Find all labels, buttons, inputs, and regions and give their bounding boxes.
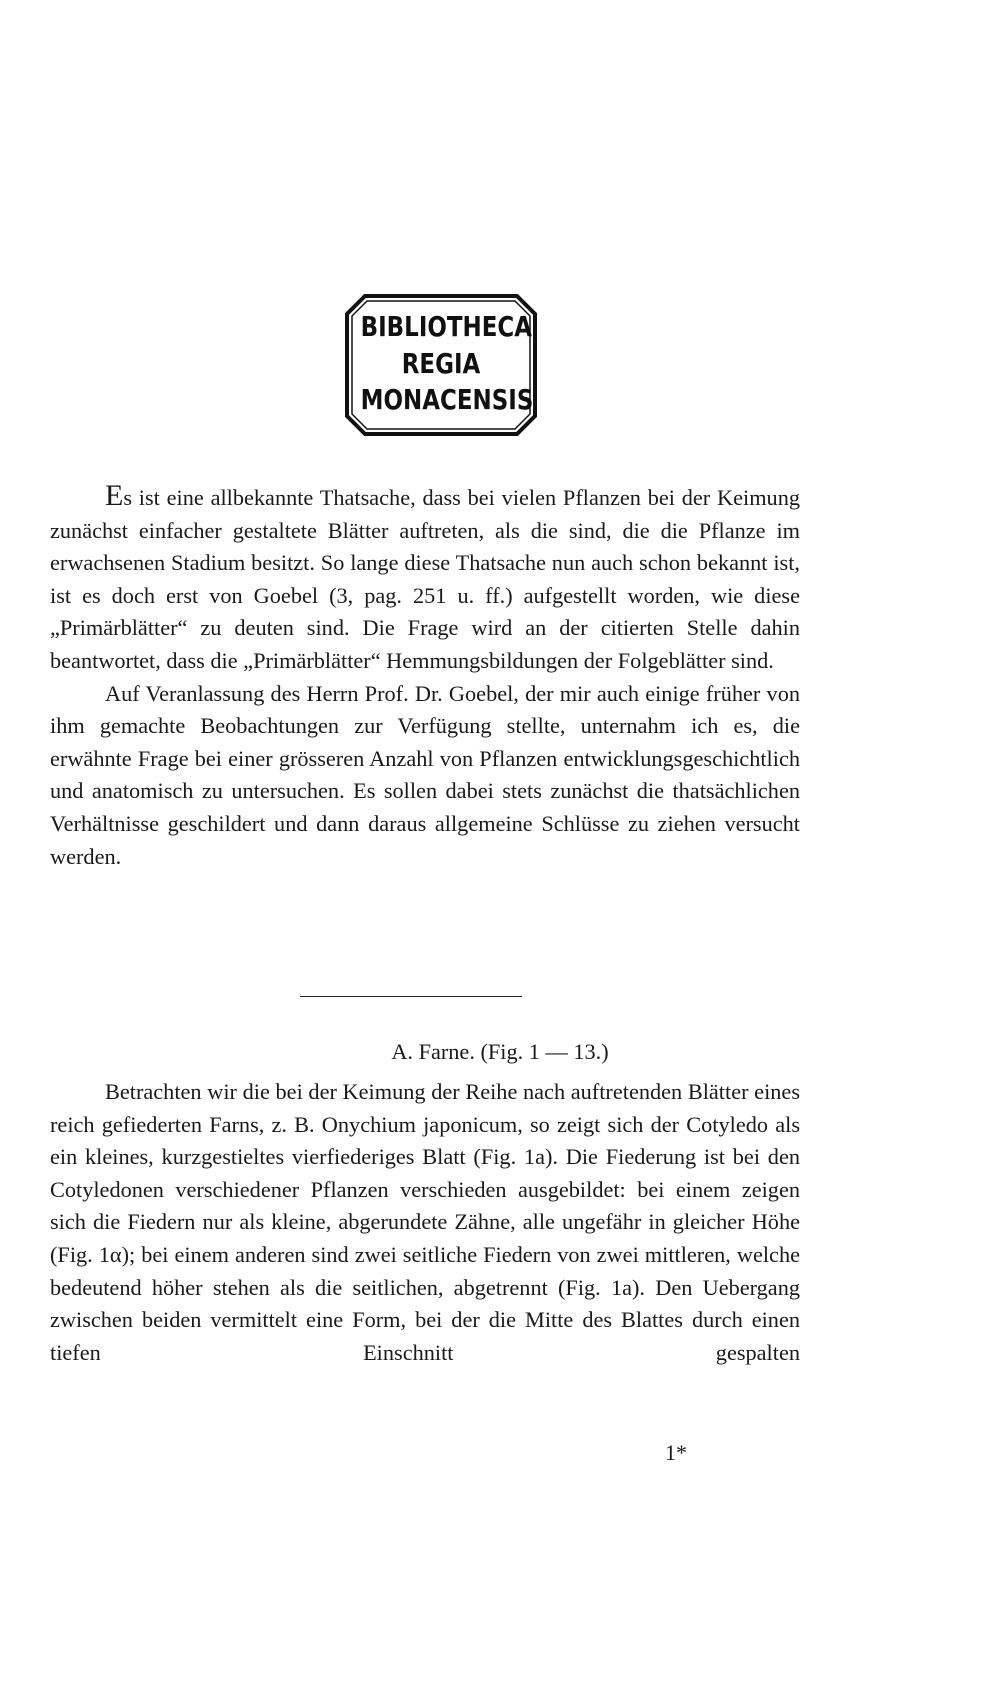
stamp-line-3: MONACENSIS: [360, 383, 534, 416]
paragraph-2: Auf Veranlassung des Herrn Prof. Dr. Goebel, der mir auch einige früher von ihm gemachte Beobachtungen zur Verfügung stellte, unternahm ich es, die erwähnte Frage bei einer grösseren Anzahl von Pflanzen entwicklungsgeschichtlich und anatomisch zu untersuchen. Es sollen dabei stets zunächst die thatsächlichen Verhältnisse geschildert und dann daraus allgemeine Schlüsse zu ziehen versucht werden.: [50, 680, 800, 869]
section-body: [50, 1076, 800, 1369]
paragraph-3: Betrachten wir die bei der Keimung der Reihe nach auftretenden Blätter eines reich gefiederten Farns, z. B. Onychium japonicum, so zeigt sich der Cotyledo als ein kleines, kurzgestieltes vierfiederiges Blatt (Fig. 1a). Die Fiederung ist bei den Cotyledonen verschiedener Pflanzen verschieden ausgebildet: bei einem zeigen sich die Fiedern nur als kleine, abgerundete Zähne, alle ungefähr in gleicher Höhe (Fig. 1α); bei einem anderen sind zwei seitliche Fiedern von zwei mittleren, welche bedeutend höher stehen als die seitlichen, abgetrennt (Fig. 1a). Den Uebergang zwischen beiden vermittelt eine Form, bei der die Mitte des Blattes durch einen tiefen Einschnitt gespalten: [50, 1079, 800, 1365]
section-divider: [300, 996, 522, 997]
stamp-line-1: BIBLIOTHECA: [360, 310, 533, 343]
library-stamp: [343, 292, 539, 438]
stamp-line-2: REGIA: [401, 347, 481, 380]
dropcap: E: [105, 479, 124, 512]
page-number: 1*: [665, 1440, 687, 1465]
paragraph-1: [50, 480, 800, 678]
section-heading: A. Farne. (Fig. 1 — 13.): [391, 1039, 609, 1064]
paragraph-1-text: s ist eine allbekannte Thatsache, dass bei vielen Pflanzen bei der Keimung zunächst einfacher gestaltete Blätter auftreten, als die sind, die die Pflanze im erwachsenen Stadium besitzt. So lange diese Thatsache nun auch schon bekannt ist, ist es doch erst von Goebel (3, pag. 251 u. ff.) aufgestellt worden, wie diese „Primärblätter“ zu deuten sind. Die Frage wird an der citierten Stelle dahin beantwortet, dass die „Primärblätter“ Hemmungsbildungen der Folgeblätter sind.: [50, 485, 800, 673]
intro-paragraphs: [50, 480, 800, 873]
